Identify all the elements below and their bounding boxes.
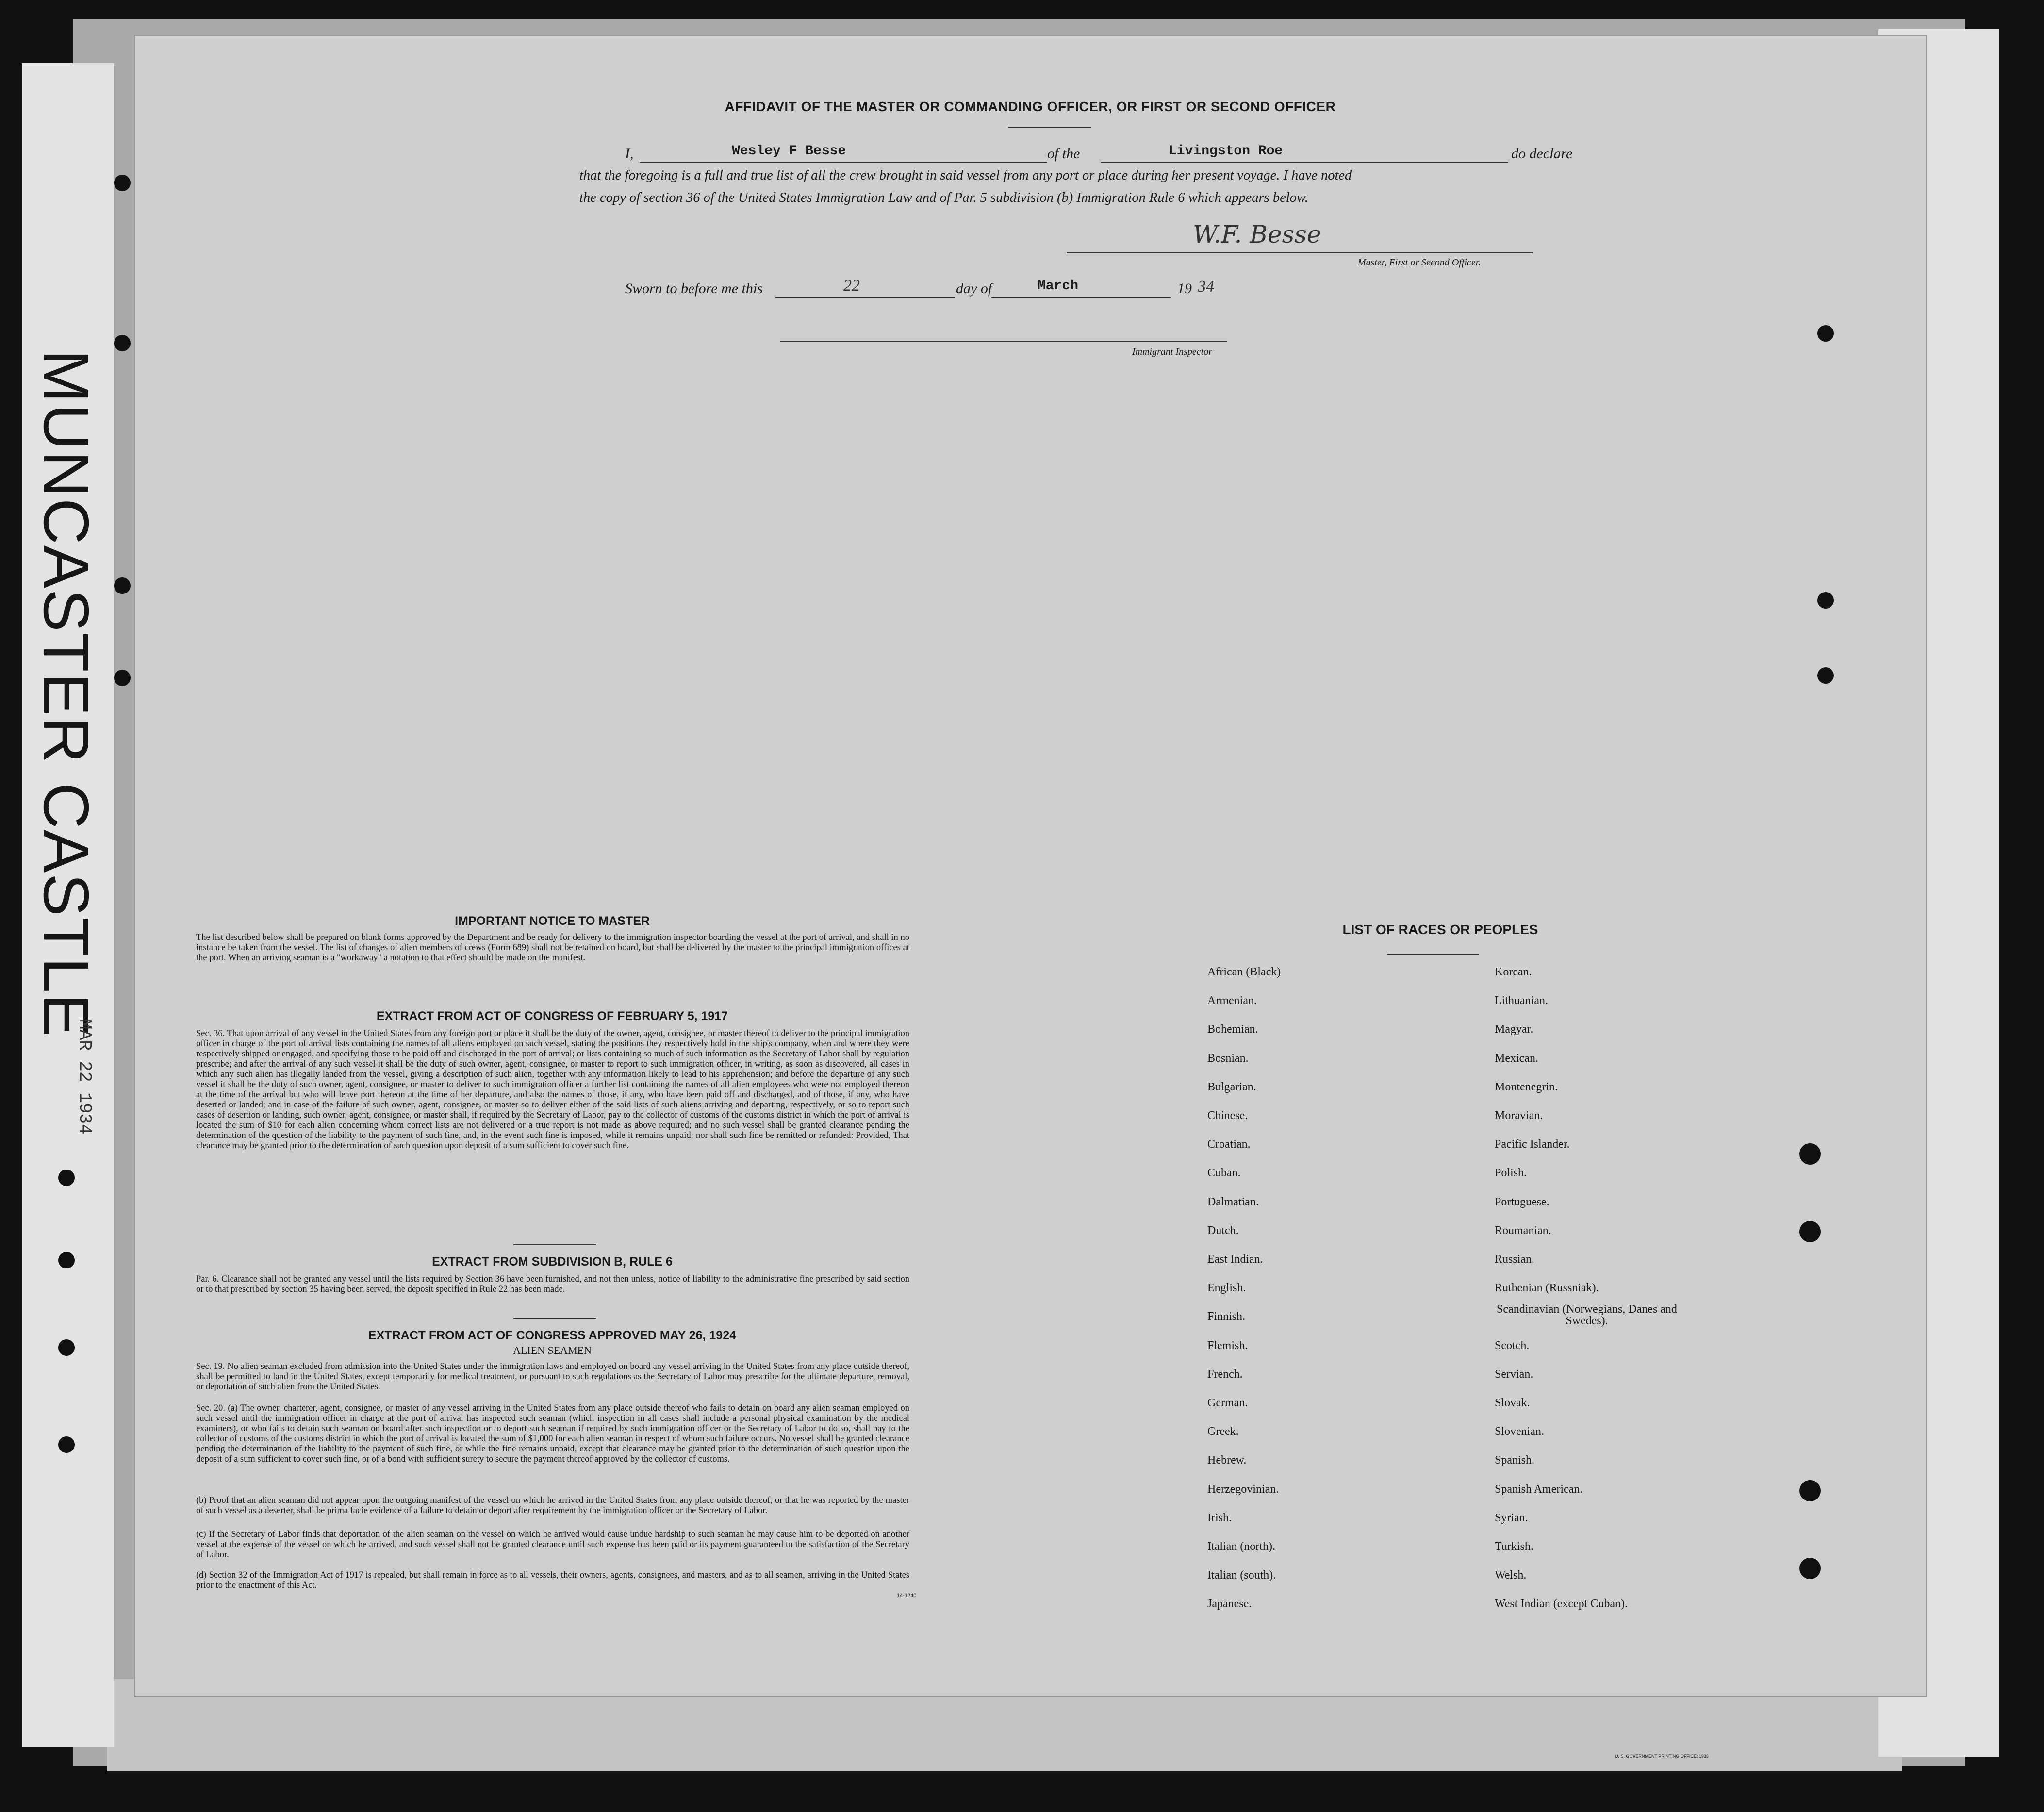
notice-title: IMPORTANT NOTICE TO MASTER — [455, 914, 650, 928]
race-item: Scotch. — [1495, 1339, 1530, 1352]
race-item: Lithuanian. — [1495, 994, 1548, 1007]
affidavit-title: AFFIDAVIT OF THE MASTER OR COMMANDING OFFICER, OR FIRST OR SECOND OFFICER — [725, 99, 1336, 114]
inspector-label: Immigrant Inspector — [1132, 346, 1212, 357]
race-item: Dutch. — [1207, 1224, 1239, 1237]
of-the-label: of the — [1047, 146, 1080, 162]
race-item: Bohemian. — [1207, 1023, 1258, 1036]
race-item: Greek. — [1207, 1425, 1239, 1438]
sec-20c-text: (c) If the Secretary of Labor finds that deportation of the alien seaman on the vessel on which he arrived would cause undue hardship to such seaman he may cause him to be deported on another vessel at the expense of the vessel on which he arrived, and such vessel shall not be granted clearance until such expense has been paid or its payment guaranteed to the satisfaction of the Secretary of Labor. — [196, 1530, 909, 1560]
alien-seamen-subtitle: ALIEN SEAMEN — [513, 1344, 592, 1356]
race-item: Irish. — [1207, 1511, 1232, 1524]
race-item: Roumanian. — [1495, 1224, 1551, 1237]
declaration-line-2: that the foregoing is a full and true list of all the crew brought in said vessel from any port or place during her present voyage. I have noted — [579, 168, 1352, 183]
race-item: Slovenian. — [1495, 1425, 1544, 1438]
date-stamp: MAR 22 1934 — [75, 1019, 95, 1135]
day-value: 22 — [843, 277, 860, 295]
race-item: Portuguese. — [1495, 1195, 1549, 1208]
sworn-label: Sworn to before me this — [625, 280, 763, 297]
race-item: Spanish American. — [1495, 1483, 1583, 1496]
race-item: Armenian. — [1207, 994, 1257, 1007]
race-item: Servian. — [1495, 1367, 1533, 1381]
race-item: Bosnian. — [1207, 1052, 1249, 1065]
race-item: Syrian. — [1495, 1511, 1528, 1524]
punch-hole-icon — [114, 577, 131, 594]
race-item: Dalmatian. — [1207, 1195, 1259, 1208]
race-item: Hebrew. — [1207, 1454, 1247, 1467]
race-item: West Indian (except Cuban). — [1495, 1598, 1628, 1611]
year-prefix: 19 — [1177, 280, 1192, 297]
race-item: Magyar. — [1495, 1023, 1533, 1036]
master-signature: W.F. Besse — [1193, 220, 1321, 248]
section-rule-2 — [513, 1318, 596, 1319]
punch-hole-icon — [114, 670, 131, 686]
race-item: Slovak. — [1495, 1397, 1530, 1409]
printer-imprint: U. S. GOVERNMENT PRINTING OFFICE: 1933 — [1615, 1754, 1709, 1759]
race-item: African (Black) — [1207, 966, 1281, 978]
race-item: Croatian. — [1207, 1138, 1251, 1151]
punch-hole-icon — [1817, 592, 1834, 609]
race-item: French. — [1207, 1367, 1243, 1381]
year-suffix: 34 — [1198, 278, 1214, 296]
month-value: March — [1038, 279, 1079, 294]
punch-hole-icon — [1799, 1221, 1821, 1242]
sec-20d-text: (d) Section 32 of the Immigration Act of 1917 is repealed, but shall remain in force as to all vessels, their owners, agents, consignees, and masters, and as to all seamen, arriving in the United States prior to the enactment of this Act. — [196, 1570, 909, 1590]
race-item: Bulgarian. — [1207, 1080, 1256, 1093]
punch-hole-icon — [1817, 325, 1834, 342]
inspector-line — [780, 341, 1227, 342]
affidavit-page — [135, 36, 1926, 1759]
punch-hole-icon — [114, 175, 131, 191]
race-item: Scandinavian (Norwegians, Danes and Swedes). — [1497, 1303, 1677, 1328]
race-item: Flemish. — [1207, 1339, 1248, 1352]
race-item: Italian (south). — [1207, 1569, 1276, 1582]
punch-hole-icon — [1799, 1480, 1821, 1501]
form-number: 14-1240 — [897, 1593, 917, 1598]
race-item: English. — [1207, 1282, 1246, 1295]
race-item: East Indian. — [1207, 1253, 1263, 1266]
punch-hole-icon — [1799, 1558, 1821, 1579]
race-item: Italian (north). — [1207, 1540, 1275, 1553]
day-of-label: day of — [956, 280, 992, 297]
sec-20a-text: Sec. 20. (a) The owner, charterer, agent, consignee, or master of any vessel arriving in the United States from any place outside thereof who fails to detain on board any alien seaman employed on such vessel until the immigration officer in charge at the port of arrival has inspected such seaman (which inspection in all cases shall include a personal physical examination by the medical examiners), or who fails to detain such seaman on board after such inspection or to deport such seaman if required by such immigration officer or the Secretary of Labor to do so, shall pay to the collector of customs of the customs district in which the port of arrival is located the sum of $1,000 for each alien seaman in respect of whom such failure occurs. No vessel shall be granted clearance pending the determination of the liability to the payment of such fine, or while the fine remains unpaid, except that clearance may be granted prior to the determination of such question upon the deposit of a sum sufficient to cover such fine, or of a bond with sufficient surety to secure the payment thereof approved by the collector of customs. — [196, 1403, 909, 1464]
do-declare-label: do declare — [1511, 146, 1573, 162]
declarant-prefix: I, — [625, 146, 634, 162]
race-item: Chinese. — [1207, 1109, 1248, 1122]
sec-20b-text: (b) Proof that an alien seaman did not appear upon the outgoing manifest of the vessel on which he arrived in the United States from any place outside thereof, or that he was reported by the master of such vessel as a deserter, shall be prima facie evidence of a failure to detain or deport after requirement by the immigration officer or the Secretary of Labor. — [196, 1496, 909, 1515]
signature-line — [1067, 252, 1533, 253]
day-line — [775, 297, 955, 298]
punch-hole-icon — [58, 1170, 75, 1186]
punch-hole-icon — [58, 1339, 75, 1356]
races-title: LIST OF RACES OR PEOPLES — [1342, 922, 1538, 937]
race-item: Polish. — [1495, 1167, 1527, 1180]
extract-1924-title: EXTRACT FROM ACT OF CONGRESS APPROVED MAY 26, 1924 — [368, 1329, 737, 1342]
race-item: Moravian. — [1495, 1109, 1543, 1122]
race-item: Russian. — [1495, 1253, 1535, 1266]
race-item: Ruthenian (Russniak). — [1495, 1282, 1599, 1295]
race-item: Turkish. — [1495, 1540, 1533, 1553]
punch-hole-icon — [58, 1436, 75, 1453]
punch-hole-icon — [58, 1252, 75, 1268]
race-item: German. — [1207, 1397, 1248, 1409]
race-item: Spanish. — [1495, 1454, 1535, 1467]
subdivision-b-text: Par. 6. Clearance shall not be granted any vessel until the lists required by Section 36 have been furnished, and not then unless, notice of liability to the administrative fine prescribed by said section or to that prescribed by section 35 having been served, the deposit specified in Rule 22 has been made. — [196, 1274, 909, 1294]
month-line — [991, 297, 1171, 298]
race-item: Cuban. — [1207, 1167, 1241, 1180]
extract-1917-title: EXTRACT FROM ACT OF CONGRESS OF FEBRUARY 5, 1917 — [376, 1009, 728, 1023]
race-item: Finnish. — [1207, 1310, 1246, 1323]
punch-hole-icon — [1799, 1143, 1821, 1165]
races-title-rule — [1387, 954, 1479, 955]
name-line — [640, 162, 1047, 163]
vessel-line — [1101, 162, 1508, 163]
race-item: Pacific Islander. — [1495, 1138, 1570, 1151]
declarant-name: Wesley F Besse — [732, 144, 846, 159]
race-item: Montenegrin. — [1495, 1080, 1558, 1093]
race-item: Herzegovinian. — [1207, 1483, 1279, 1496]
master-label: Master, First or Second Officer. — [1358, 257, 1481, 268]
ship-name-label: MUNCASTER CASTLE — [31, 349, 102, 1038]
section-rule-1 — [513, 1244, 596, 1245]
race-item: Mexican. — [1495, 1052, 1538, 1065]
declaration-line-3: the copy of section 36 of the United States Immigration Law and of Par. 5 subdivision (b) Immigration Rule 6 which appears below. — [579, 190, 1308, 205]
race-item: Korean. — [1495, 966, 1532, 978]
extract-1917-text: Sec. 36. That upon arrival of any vessel in the United States from any foreign port or place it shall be the duty of the owner, agent, consignee, or master thereof to deliver to the principal immigration officer in charge of the port of arrival lists containing the names of all aliens employed on such vessel, stating the positions they respectively hold in the ship's company, when and where they were respectively shipped or engaged, and specifying those to be paid off and discharged in the port of arrival; or lists containing so much of such information as the Secretary of Labor shall by regulation prescribe; and after the arrival of any such vessel it shall be the duty of such owner, agent, consignee, or master to report to such immigration officer, in writing, as soon as discovered, all cases in which any such alien has illegally landed from the vessel, giving a description of such alien, together with any information likely to lead to his apprehension; and before the departure of any such vessel it shall be the duty of such owner, agent, consignee, or master to deliver to such immigration officer a further list containing the names of all alien employees who were not employed thereon at the time of the arrival but who will leave port thereon at the time of her departure, and also the names of those, if any, who have been paid off and discharged, and of those, if any, who have deserted or landed; and in case of the failure of such owner, agent, consignee, or master so to deliver either of the said lists of such aliens arriving and departing, respectively, or so to report such cases of desertion or landing, such owner, agent, consignee, or master shall, if required by the Secretary of Labor, pay to the collector of customs of the customs district in which the port of arrival is located the sum of $10 for each alien concerning whom correct lists are not delivered or a true report is not made as above required; and no such vessel shall be granted clearance pending the determination of the question of the liability to the payment of such fine, and, in the event such fine is imposed, while it remains unpaid; nor shall such fine be remitted or refunded: Provided, That clearance may be granted prior to the determination of such question upon deposit of a sum sufficient to cover such fine. — [196, 1029, 909, 1151]
punch-hole-icon — [1817, 667, 1834, 684]
race-item: Welsh. — [1495, 1569, 1527, 1582]
notice-text: The list described below shall be prepared on blank forms approved by the Department and be ready for delivery to the immigration inspector boarding the vessel at the port of arrival, and shall in no instance be taken from the vessel. The list of changes of alien members of crews (Form 689) shall not be retained on board, but shall be delivered by the master to the principal immigration offices at the port. When an arriving seaman is a "workaway" a notation to that effect should be made on the manifest. — [196, 933, 909, 963]
subdivision-b-title: EXTRACT FROM SUBDIVISION B, RULE 6 — [432, 1255, 673, 1268]
vessel-name: Livingston Roe — [1169, 144, 1283, 159]
punch-hole-icon — [114, 335, 131, 351]
race-item: Japanese. — [1207, 1598, 1252, 1611]
sec-19-text: Sec. 19. No alien seaman excluded from admission into the United States under the immigration laws and employed on board any vessel arriving in the United States from any place outside thereof, shall be permitted to land in the United States, except temporarily for medical treatment, or pursuant to such regulations as the Secretary of Labor may prescribe for the ultimate departure, removal, or deportation of such alien from the United States. — [196, 1362, 909, 1392]
title-rule — [1008, 127, 1091, 128]
